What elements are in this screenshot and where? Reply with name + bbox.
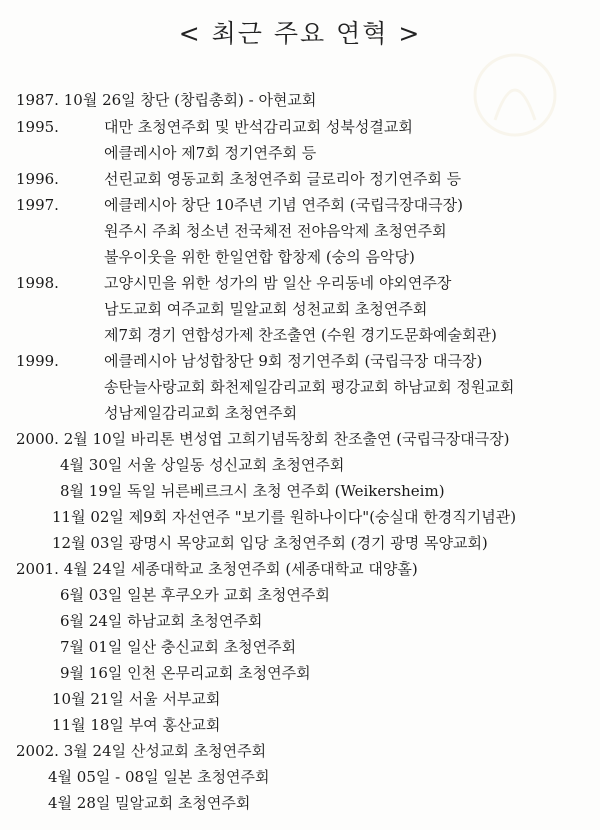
history-row bbox=[104, 403, 297, 423]
year-label: 2001. bbox=[16, 560, 59, 578]
history-row bbox=[48, 793, 250, 813]
history-row bbox=[16, 559, 418, 579]
event-text: 6월 24일 하남교회 초청연주회 bbox=[60, 612, 263, 630]
event-text: 10월 21일 서울 서부교회 bbox=[52, 690, 221, 708]
history-row bbox=[16, 169, 461, 189]
history-row bbox=[16, 195, 463, 215]
history-row bbox=[104, 221, 447, 241]
event-text: 4월 30일 서울 상일동 성신교회 초청연주회 bbox=[60, 456, 345, 474]
year-label: 2002. bbox=[16, 742, 59, 760]
history-row bbox=[16, 741, 266, 761]
event-text: 고양시민을 위한 성가의 밤 일산 우리동네 야외연주장 bbox=[104, 274, 452, 292]
event-text: 4월 24일 세종대학교 초청연주회 (세종대학교 대양홀) bbox=[63, 560, 418, 578]
year-label: 1999. bbox=[16, 352, 59, 370]
watermark-emblem bbox=[460, 40, 570, 160]
event-text: 송탄늘사랑교회 화천제일감리교회 평강교회 하남교회 정원교회 bbox=[104, 378, 515, 396]
year-label: 1997. bbox=[16, 196, 59, 214]
history-row bbox=[104, 143, 316, 163]
history-row bbox=[52, 533, 488, 553]
history-row bbox=[104, 247, 415, 267]
history-row bbox=[60, 663, 311, 683]
event-text: 대만 초청연주회 및 반석감리교회 성북성결교회 bbox=[104, 118, 413, 136]
history-row bbox=[60, 455, 344, 475]
event-text: 남도교회 여주교회 밀알교회 성천교회 초청연주회 bbox=[104, 300, 428, 318]
history-row bbox=[16, 273, 451, 293]
event-text: 2월 10일 바리톤 변성엽 고희기념독창회 찬조출연 (국립극장대극장) bbox=[63, 430, 510, 448]
event-text: 10월 26일 창단 (창립총회) - 아현교회 bbox=[63, 91, 317, 109]
event-text: 에클레시아 창단 10주년 기념 연주회 (국립극장대극장) bbox=[104, 196, 463, 214]
event-text: 12월 03일 광명시 목양교회 입당 초청연주회 (경기 광명 목양교회) bbox=[52, 534, 488, 552]
event-text: 8월 19일 독일 뉘른베르크시 초청 연주회 (Weikersheim) bbox=[60, 482, 445, 500]
event-text: 11월 18일 부여 홍산교회 bbox=[52, 716, 221, 734]
event-text: 7월 01일 일산 충신교회 초청연주회 bbox=[60, 638, 297, 656]
history-row bbox=[60, 611, 262, 631]
history-row bbox=[104, 299, 427, 319]
year-label: 2000. bbox=[16, 430, 59, 448]
history-row bbox=[16, 351, 482, 371]
year-label: 1998. bbox=[16, 274, 59, 292]
year-label: 1996. bbox=[16, 170, 59, 188]
event-text: 3월 24일 산성교회 초청연주회 bbox=[63, 742, 267, 760]
history-row bbox=[52, 689, 220, 709]
event-text: 불우이웃을 위한 한일연합 합창제 (숭의 음악당) bbox=[104, 248, 415, 266]
year-label: 1995. bbox=[16, 118, 59, 136]
history-row bbox=[48, 767, 270, 787]
page-title: < 최근 주요 연혁 > bbox=[178, 19, 422, 48]
history-row bbox=[16, 90, 316, 110]
history-row bbox=[104, 325, 497, 345]
event-text: 제7회 경기 연합성가제 찬조출연 (수원 경기도문화예술회관) bbox=[104, 326, 497, 344]
event-text: 선린교회 영동교회 초청연주회 글로리아 정기연주회 등 bbox=[104, 170, 462, 188]
event-text: 4월 05일 - 08일 일본 초청연주회 bbox=[48, 768, 270, 786]
history-row bbox=[52, 507, 516, 527]
history-row bbox=[104, 377, 514, 397]
event-text: 에클레시아 남성합창단 9회 정기연주회 (국립극장 대극장) bbox=[104, 352, 483, 370]
event-text: 9월 16일 인천 온무리교회 초청연주회 bbox=[60, 664, 311, 682]
event-text: 4월 28일 밀알교회 초청연주회 bbox=[48, 794, 251, 812]
history-row bbox=[16, 429, 509, 449]
event-text: 11월 02일 제9회 자선연주 "보기를 원하나이다"(숭실대 한경직기념관) bbox=[52, 508, 517, 526]
year-label: 1987. bbox=[16, 91, 59, 109]
event-text: 에클레시아 제7회 정기연주회 등 bbox=[104, 144, 317, 162]
event-text: 원주시 주최 청소년 전국체전 전야음악제 초청연주회 bbox=[104, 222, 447, 240]
history-row bbox=[60, 481, 445, 501]
history-row bbox=[60, 637, 296, 657]
history-row bbox=[16, 117, 413, 137]
history-row bbox=[60, 585, 330, 605]
history-row bbox=[52, 715, 220, 735]
event-text: 성남제일감리교회 초청연주회 bbox=[104, 404, 298, 422]
event-text: 6월 03일 일본 후쿠오카 교회 초청연주회 bbox=[60, 586, 330, 604]
